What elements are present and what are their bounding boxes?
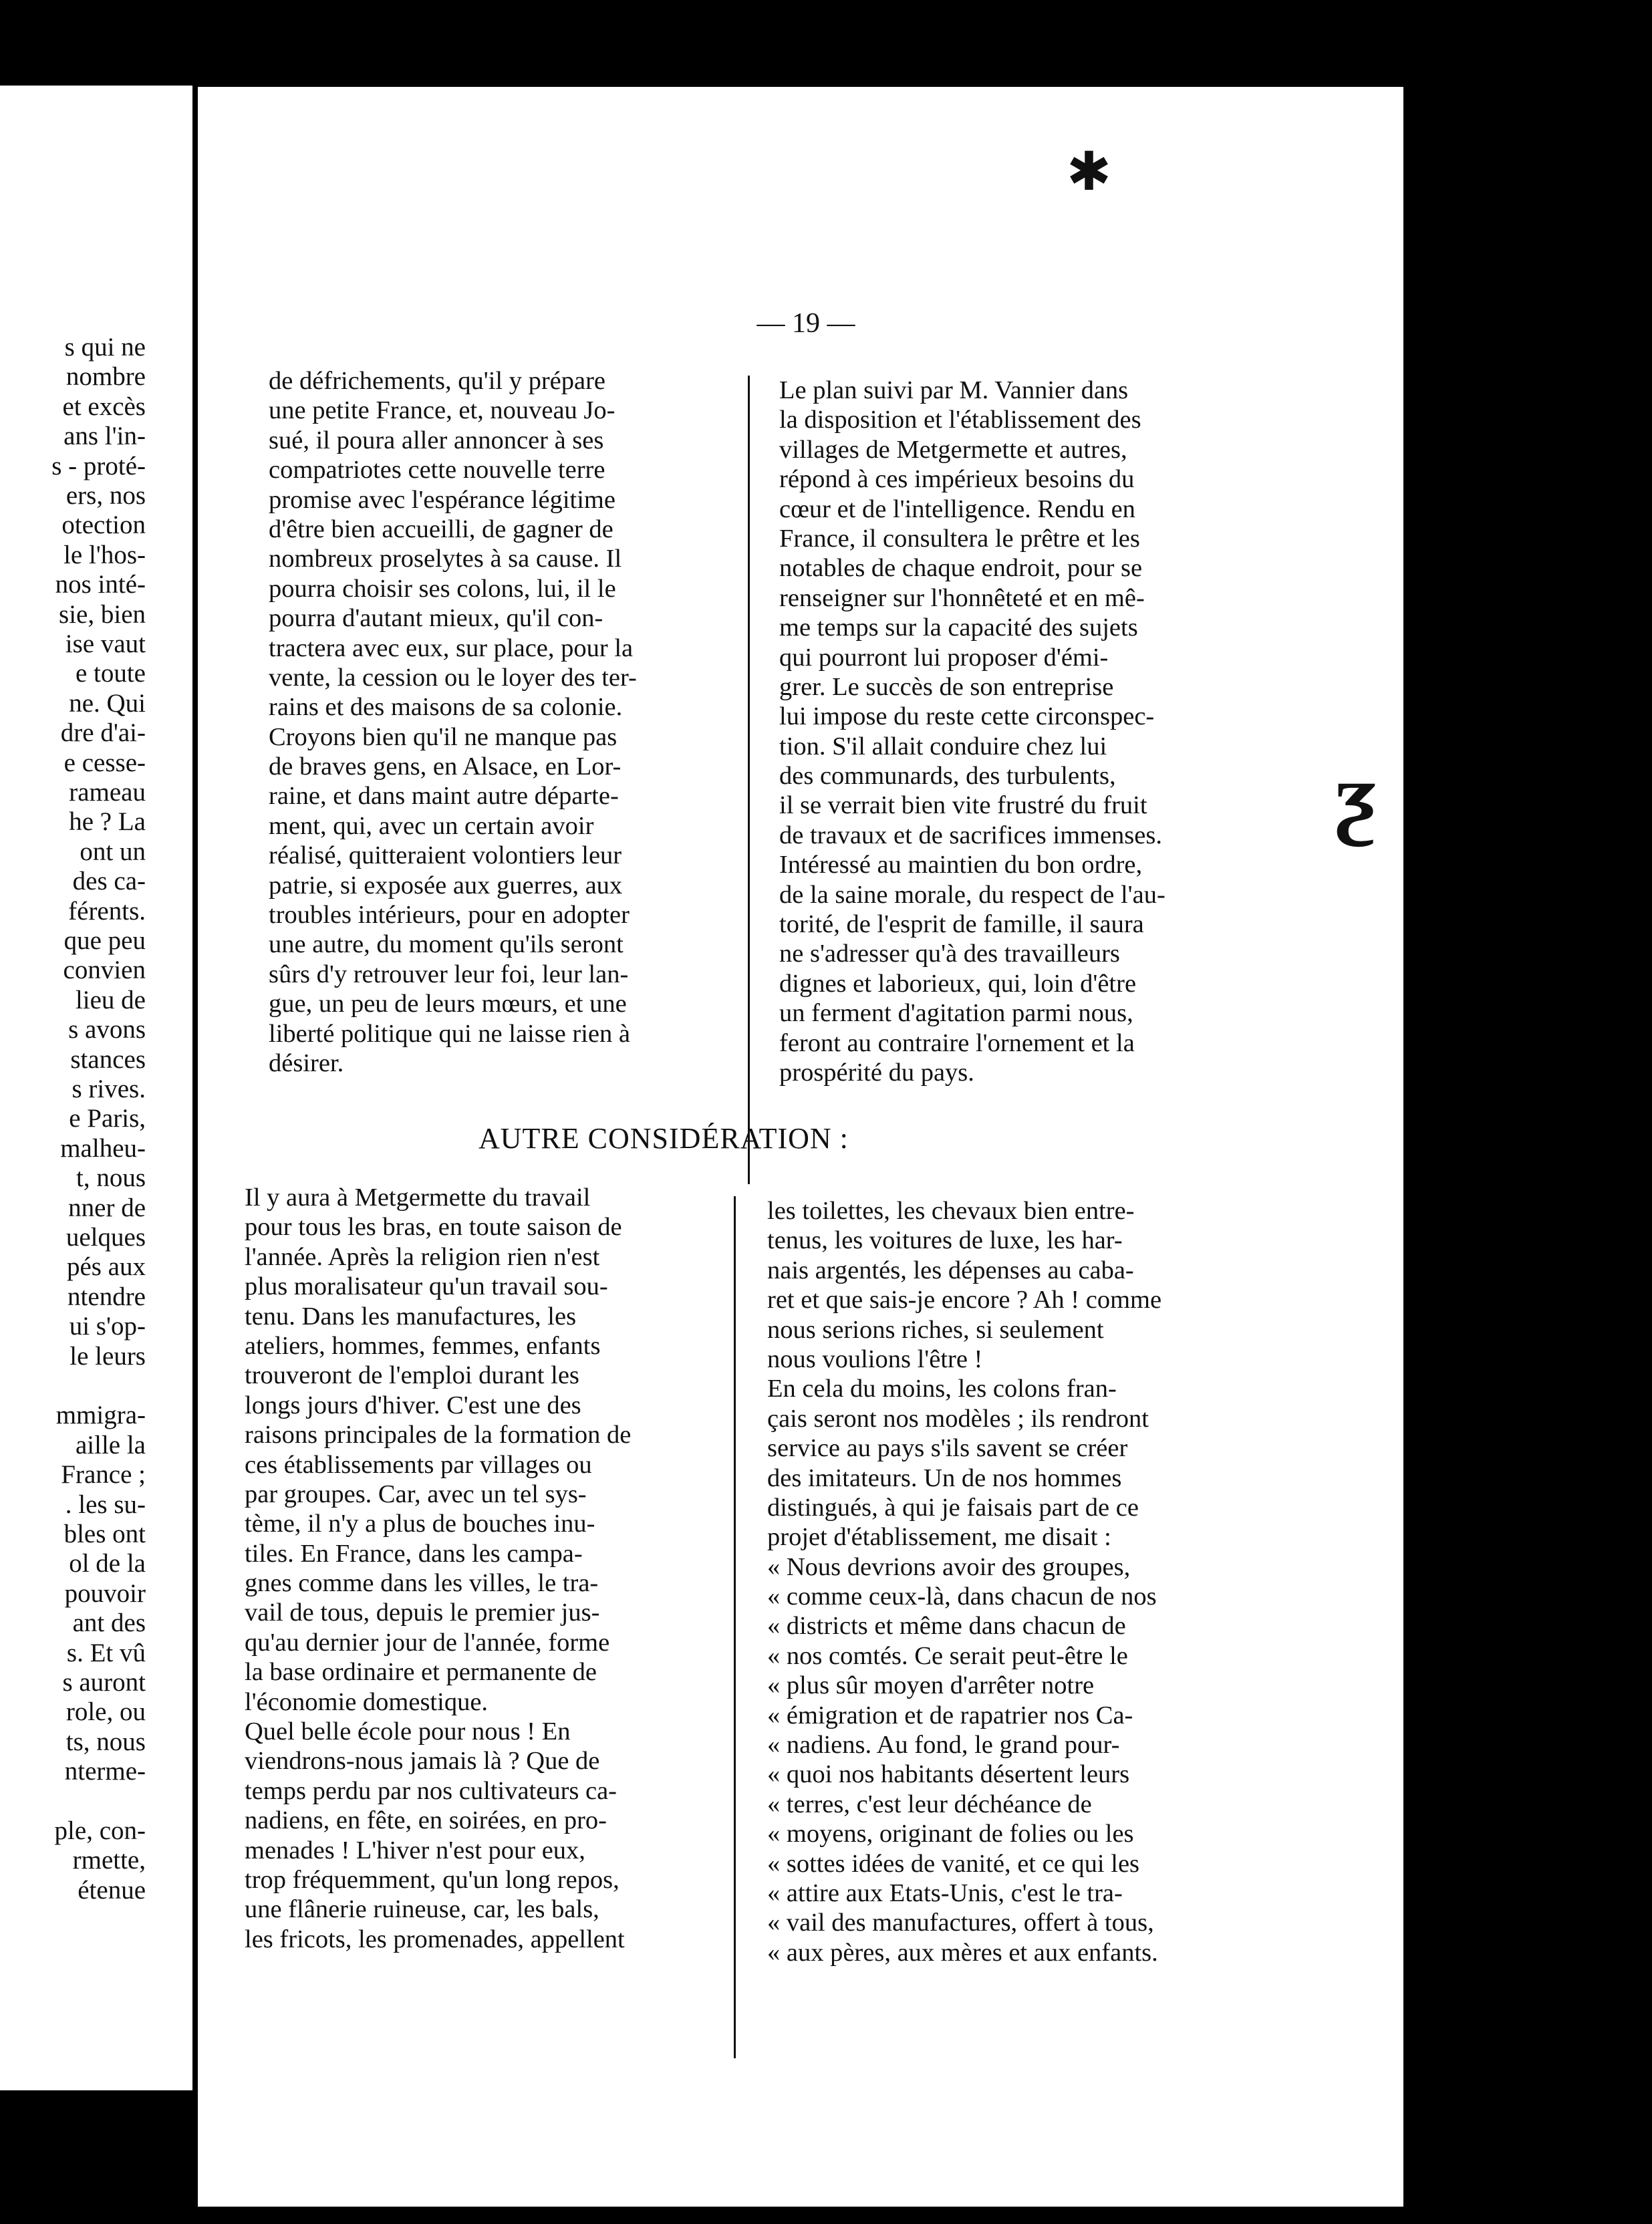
text-line: liberté politique qui ne laisse rien à (269, 1019, 630, 1048)
text-line: pourra d'autant mieux, qu'il con- (269, 604, 603, 633)
text-line: Intéressé au maintien du bon ordre, (779, 851, 1143, 879)
prev-page-line: ui s'op- (69, 1312, 146, 1341)
section-heading: AUTRE CONSIDÉRATION : (478, 1122, 849, 1155)
prev-page-line: le leurs (70, 1341, 146, 1371)
prev-page-line: stances (70, 1045, 146, 1074)
prev-page-line: . les su- (65, 1490, 146, 1519)
text-line: service au pays s'ils savent se créer (767, 1434, 1128, 1463)
prev-page-line: ont un (80, 837, 146, 866)
text-line: nadiens, en fête, en soirées, en pro- (245, 1806, 607, 1835)
text-line: compatriotes cette nouvelle terre (269, 456, 605, 484)
text-line: sûrs d'y retrouver leur foi, leur lan- (269, 960, 629, 988)
text-line: « quoi nos habitants désertent leurs (767, 1760, 1130, 1789)
text-line: projet d'établissement, me disait : (767, 1523, 1111, 1552)
text-line: renseigner sur l'honnêteté et en mê- (779, 583, 1145, 612)
text-line: nombreux proselytes à sa cause. Il (269, 545, 622, 573)
text-line: « districts et même dans chacun de (767, 1612, 1126, 1641)
text-line: gnes comme dans les villes, le tra- (245, 1569, 599, 1598)
text-line: Croyons bien qu'il ne manque pas (269, 722, 617, 751)
text-line: En cela du moins, les colons fran- (767, 1375, 1117, 1403)
text-line: ateliers, hommes, femmes, enfants (245, 1331, 601, 1360)
text-line: menades ! L'hiver n'est pour eux, (245, 1836, 585, 1864)
text-line: gue, un peu de leurs mœurs, et une (269, 990, 627, 1018)
text-line: raine, et dans maint autre départe- (269, 782, 619, 811)
prev-page-line: pouvoir (64, 1578, 146, 1608)
prev-page-line: ple, con- (54, 1816, 146, 1845)
text-line: la disposition et l'établissement des (779, 406, 1141, 434)
prev-page-line: dre d'ai- (60, 718, 146, 748)
prev-page-line: otection (61, 511, 146, 540)
text-line: par groupes. Car, avec un tel sys- (245, 1480, 587, 1508)
text-line: nous voulions l'être ! (767, 1345, 983, 1373)
bottom-right-column (767, 1196, 1238, 1967)
text-line: tenus, les voitures de luxe, les har- (767, 1226, 1123, 1255)
text-line: notables de chaque endroit, pour se (779, 554, 1143, 583)
prev-page-line: ts, nous (65, 1727, 146, 1756)
text-line: çais seront nos modèles ; ils rendront (767, 1404, 1149, 1433)
text-line: les fricots, les promenades, appellent (245, 1925, 625, 1953)
prev-page-line: he ? La (69, 807, 146, 837)
text-line: de la saine morale, du respect de l'au- (779, 880, 1165, 909)
text-line: promise avec l'espérance légitime (269, 485, 615, 514)
prev-page-line: s auront (62, 1668, 146, 1697)
text-line: ret et que sais-je encore ? Ah ! comme (767, 1286, 1162, 1314)
prev-page-line: convien (63, 956, 146, 985)
text-line: l'année. Après la religion rien n'est (245, 1242, 600, 1271)
margin-scribble-mark: ƺ (1334, 744, 1377, 847)
text-line: la base ordinaire et permanente de (245, 1658, 597, 1687)
text-line: patrie, si exposée aux guerres, aux (269, 871, 623, 899)
text-line: vente, la cession ou le loyer des ter- (269, 663, 637, 692)
text-line: des communards, des turbulents, (779, 762, 1116, 791)
text-line: « plus sûr moyen d'arrêter notre (767, 1671, 1095, 1700)
text-line: Le plan suivi par M. Vannier dans (779, 376, 1129, 404)
text-line: tiles. En France, dans les campa- (245, 1539, 583, 1568)
prev-page-line: ntendre (67, 1282, 146, 1311)
text-line: répond à ces impérieux besoins du (779, 465, 1135, 494)
document-page (198, 87, 1403, 2207)
prev-page-line: des ca- (72, 867, 146, 896)
text-line: me temps sur la capacité des sujets (779, 613, 1138, 642)
top-left-column (269, 366, 724, 1078)
text-line: plus moralisateur qu'un travail sou- (245, 1272, 608, 1301)
text-line: de travaux et de sacrifices immenses. (779, 821, 1162, 849)
text-line: d'être bien accueilli, de gagner de (269, 515, 613, 543)
text-line: dignes et laborieux, qui, loin d'être (779, 969, 1137, 998)
text-line: feront au contraire l'ornement et la (779, 1028, 1135, 1057)
prev-page-line: lieu de (75, 985, 146, 1014)
prev-page-line: sie, bien (59, 599, 146, 629)
text-line: nais argentés, les dépenses au caba- (767, 1256, 1134, 1284)
prev-page-line: étenue (78, 1875, 146, 1905)
text-line: « vail des manufactures, offert à tous, (767, 1909, 1154, 1937)
text-line: sué, il poura aller annoncer à ses (269, 426, 604, 454)
text-line: qui pourront lui proposer d'émi- (779, 643, 1109, 672)
column-divider-top (748, 376, 750, 1184)
prev-page-line: s. Et vû (66, 1638, 146, 1667)
text-line: viendrons-nous jamais là ? Que de (245, 1747, 600, 1776)
prev-page-line: nombre (65, 362, 146, 392)
prev-page-line: ol de la (69, 1549, 146, 1578)
prev-page-line: ans l'in- (63, 422, 146, 451)
text-line: réalisé, quitteraient volontiers leur (269, 841, 622, 870)
text-line: ces établissements par villages ou (245, 1450, 592, 1479)
prev-page-line: férents. (68, 896, 146, 926)
prev-page-line: ant des (72, 1609, 146, 1638)
text-line: rains et des maisons de sa colonie. (269, 693, 623, 722)
prev-page-line: bles ont (63, 1520, 146, 1548)
prev-page-line: rmette, (72, 1846, 146, 1875)
prev-page-line: s avons (68, 1015, 146, 1045)
prev-page-line: France ; (61, 1460, 146, 1490)
text-line: distingués, à qui je faisais part de ce (767, 1493, 1139, 1522)
text-line: troubles intérieurs, pour en adopter (269, 901, 630, 930)
prev-page-line: rameau (69, 778, 146, 807)
text-line: il se verrait bien vite frustré du fruit (779, 791, 1147, 820)
prev-page-line: role, ou (65, 1697, 146, 1727)
prev-page-line: e cesse- (63, 748, 146, 777)
prev-page-line: nos inté- (55, 570, 146, 599)
column-divider-bottom (734, 1196, 736, 2058)
text-line: ment, qui, avec un certain avoir (269, 811, 594, 840)
text-line: des imitateurs. Un de nos hommes (767, 1464, 1122, 1492)
text-line: « attire aux Etats-Unis, c'est le tra- (767, 1879, 1123, 1907)
text-line: torité, de l'esprit de famille, il saura (779, 910, 1144, 939)
text-line: une autre, du moment qu'ils seront (269, 930, 624, 959)
prev-page-line: pés aux (66, 1252, 146, 1282)
bottom-left-column (245, 1183, 726, 1954)
text-line: tenu. Dans les manufactures, les (245, 1302, 577, 1331)
prev-page-line: nterme- (64, 1757, 146, 1786)
text-line: « terres, c'est leur déchéance de (767, 1790, 1092, 1818)
text-line: raisons principales de la formation de (245, 1421, 632, 1449)
prev-page-line: le l'hos- (63, 540, 146, 569)
text-line: lui impose du reste cette circonspec- (779, 702, 1155, 731)
prev-page-line: aille la (75, 1430, 146, 1460)
page-number: — 19 — (756, 308, 855, 339)
text-line: trouveront de l'emploi durant les (245, 1361, 579, 1390)
text-line: de défrichements, qu'il y prépare (269, 367, 606, 395)
prev-page-line: ers, nos (65, 481, 146, 510)
prev-page-line: que peu (63, 926, 146, 955)
prev-page-line: s qui ne (64, 333, 146, 362)
text-line: vail de tous, depuis le premier jus- (245, 1598, 600, 1627)
text-line: villages de Metgermette et autres, (779, 435, 1127, 464)
text-line: une flânerie ruineuse, car, les bals, (245, 1895, 599, 1924)
text-line: France, il consultera le prêtre et les (779, 524, 1140, 553)
text-line: désirer. (269, 1049, 344, 1077)
text-line: « moyens, originant de folies ou les (767, 1820, 1134, 1848)
prev-page-line: s - proté- (51, 451, 146, 480)
prev-page-line: mmigra- (55, 1401, 146, 1430)
text-line: pour tous les bras, en toute saison de (245, 1213, 622, 1242)
ink-blot-mark: ✱ (1067, 143, 1112, 202)
text-line: tractera avec eux, sur place, pour la (269, 634, 634, 662)
prev-page-line: ise vaut (65, 630, 146, 658)
text-line: longs jours d'hiver. C'est une des (245, 1391, 581, 1419)
text-line: « émigration et de rapatrier nos Ca- (767, 1701, 1133, 1729)
text-line: une petite France, et, nouveau Jo- (269, 396, 615, 425)
text-line: de braves gens, en Alsace, en Lor- (269, 752, 622, 781)
prev-page-line: nner de (68, 1193, 146, 1222)
text-line: « comme ceux-là, dans chacun de nos (767, 1582, 1157, 1611)
text-line: trop fréquemment, qu'un long repos, (245, 1865, 620, 1894)
text-line: nous serions riches, si seulement (767, 1315, 1104, 1344)
text-line: pourra choisir ses colons, lui, il le (269, 574, 616, 603)
previous-page-fragment (0, 86, 192, 2090)
prev-page-line: ne. Qui (69, 688, 146, 718)
prev-page-line: et excès (62, 392, 146, 421)
text-line: tème, il n'y a plus de bouches inu- (245, 1510, 595, 1538)
text-line: prospérité du pays. (779, 1058, 974, 1087)
top-right-column (779, 376, 1260, 1087)
text-line: temps perdu par nos cultivateurs ca- (245, 1776, 617, 1805)
text-line: les toilettes, les chevaux bien entre- (767, 1197, 1135, 1225)
text-line: « aux pères, aux mères et aux enfants. (767, 1938, 1158, 1967)
text-line: grer. Le succès de son entreprise (779, 672, 1114, 701)
prev-page-line: e toute (75, 659, 146, 688)
text-line: l'économie domestique. (245, 1687, 489, 1716)
text-line: « nos comtés. Ce serait peut-être le (767, 1641, 1128, 1670)
text-line: ne s'adresser qu'à des travailleurs (779, 940, 1120, 968)
text-line: « Nous devrions avoir des groupes, (767, 1552, 1131, 1581)
text-line: un ferment d'agitation parmi nous, (779, 999, 1133, 1028)
text-line: Quel belle école pour nous ! En (245, 1717, 571, 1746)
prev-page-line: e Paris, (69, 1104, 146, 1133)
text-line: tion. S'il allait conduire chez lui (779, 732, 1107, 760)
text-line: cœur et de l'intelligence. Rendu en (779, 495, 1135, 523)
prev-page-line: t, nous (76, 1163, 146, 1193)
prev-page-line: s rives. (72, 1075, 146, 1103)
text-line: « nadiens. Au fond, le grand pour- (767, 1731, 1120, 1760)
text-line: qu'au dernier jour de l'année, forme (245, 1628, 610, 1657)
text-line: Il y aura à Metgermette du travail (245, 1184, 591, 1212)
prev-page-line: uelques (65, 1223, 146, 1252)
text-line: « sottes idées de vanité, et ce qui les (767, 1849, 1140, 1878)
prev-page-line: malheu- (60, 1133, 146, 1163)
